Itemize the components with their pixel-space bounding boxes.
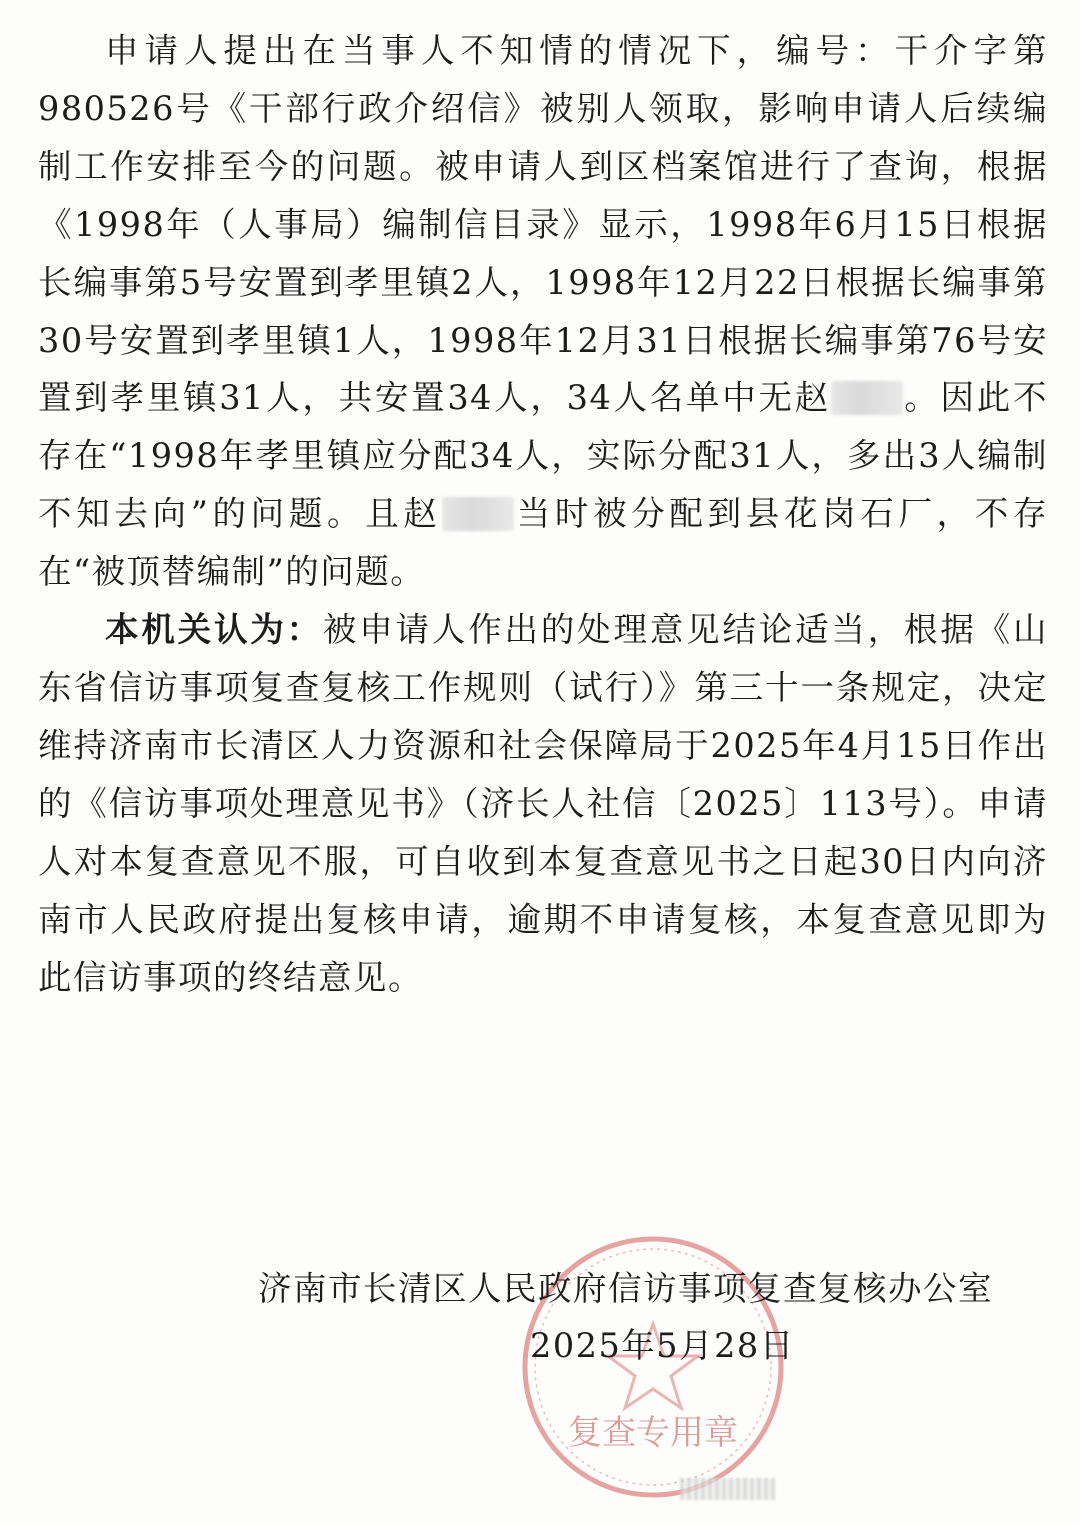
document-body [38, 22, 1048, 1006]
paragraph-conclusion [38, 601, 1048, 1006]
paragraph-facts [38, 22, 1048, 601]
paragraph-text: 申请人提出在当事人不知情的情况下，编号：干介字第980526号《干部行政介绍信》被别人领取，影响申请人后续编制工作安排至今的问题。被申请人到区档案馆进行了查询，根据《1998年（人事局）编制信目录》显示，1998年6月15日根据长编事第5号安置到孝里镇2人，1998年12月22日根据长编事第30号安置到孝里镇1人，1998年12月31日根据长编事第76号安置到孝里镇31人，共安置34人，34人名单中无赵 [38, 31, 1048, 418]
redacted-name [831, 381, 903, 415]
paragraph-text: 当时被分配到县花岗石厂，不存在“被顶替编制”的问题。 [38, 494, 1048, 592]
paragraph-text: 。因此不存在“1998年孝里镇应分配34人，实际分配31人，多出3人编制不知去向”的问题。且赵 [38, 378, 1048, 534]
issuing-organization: 济南市长清区人民政府信访事项复查复核办公室 [258, 1269, 993, 1308]
issue-date: 2025年5月28日 [530, 1326, 795, 1365]
paragraph-text: 被申请人作出的处理意见结论适当，根据《山东省信访事项复查复核工作规则（试行）》第三十一条规定，决定维持济南市长清区人力资源和社会保障局于2025年4月15日作出的《信访事项处理意见书》（济长人社信〔2025〕113号）。申请人对本复查意见不服，可自收到本复查意见书之日起30日内向济南市人民政府提出复核申请，逾期不申请复核，本复查意见即为此信访事项的终结意见。 [38, 610, 1049, 997]
redacted-serial [680, 1478, 775, 1500]
seal-label: 复查专用章 [568, 1413, 738, 1453]
redacted-name [442, 497, 514, 531]
paragraph-lead: 本机关认为： [105, 610, 323, 650]
